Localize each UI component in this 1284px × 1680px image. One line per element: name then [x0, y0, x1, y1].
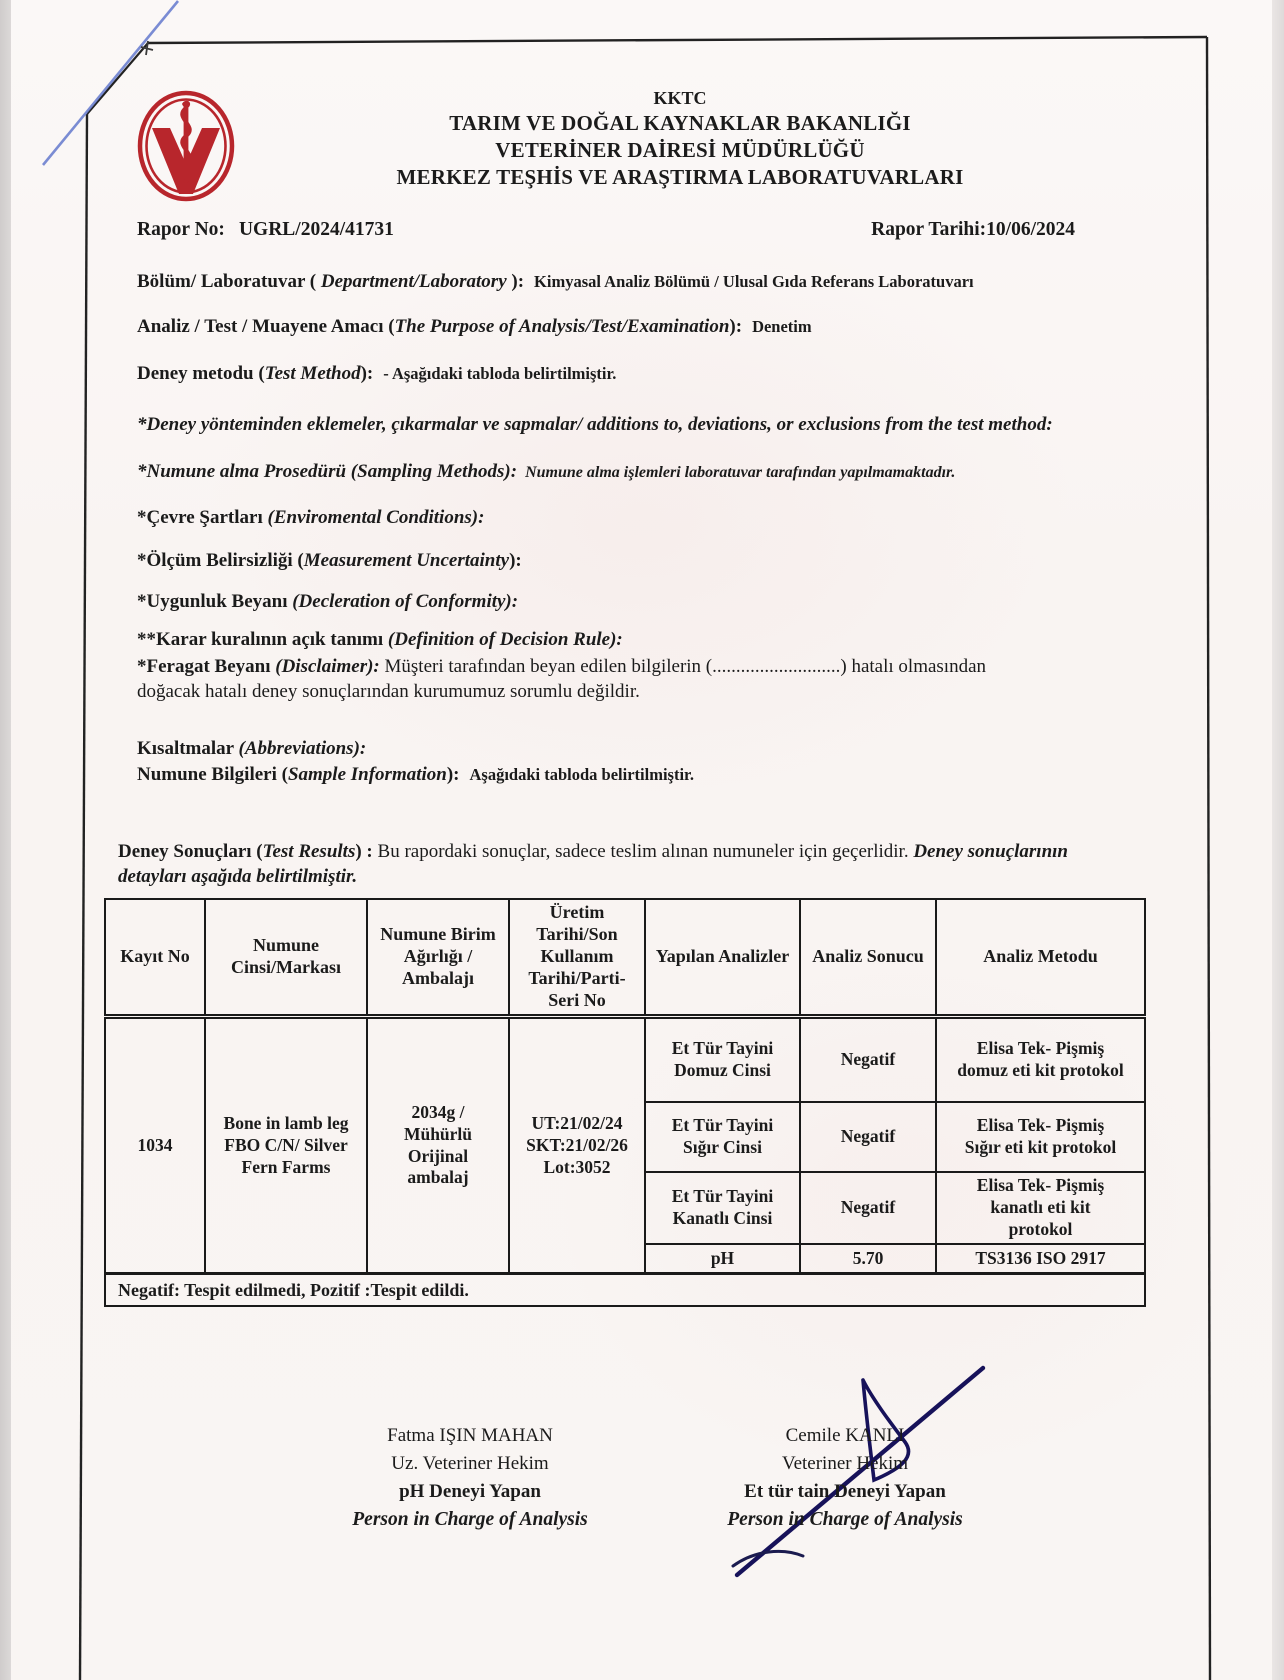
cell-metod: Elisa Tek- Pişmiş kanatlı eti kit protokol: [936, 1172, 1145, 1244]
field-label: *Çevre Şartları: [137, 507, 268, 528]
report-meta-row: [137, 219, 1075, 241]
field-purpose: [137, 315, 812, 340]
cell-kayit-no: 1034: [105, 1016, 205, 1274]
field-label-en: (Definition of Decision Rule):: [387, 629, 623, 650]
org-country: KKTC: [653, 88, 707, 108]
signature-block-right: [695, 1422, 995, 1534]
field-disclaimer: [137, 655, 1042, 704]
field-label: **Karar kuralının açık tanımı: [137, 629, 388, 650]
field-label: *Ölçüm Belirsizliği (: [137, 550, 304, 571]
field-label-close: ):: [360, 363, 374, 384]
field-sampling-methods: [137, 460, 955, 485]
org-ministry: TARIM VE DOĞAL KAYNAKLAR BAKANLIĞI: [449, 111, 911, 135]
table-footnote-row: [105, 1274, 1145, 1306]
report-no-label: Rapor No:: [137, 219, 225, 240]
scanner-edge-left: [0, 0, 11, 1680]
cell-sonuc: 5.70: [800, 1244, 936, 1274]
field-test-results: [118, 840, 1103, 889]
table-header-row: [105, 899, 1145, 1016]
signer-name: Cemile KANLI: [785, 1425, 905, 1446]
ministry-veterinary-logo: [136, 88, 236, 204]
cell-numune-cinsi: Bone in lamb leg FBO C/N/ Silver Fern Farms: [205, 1016, 367, 1274]
cell-sonuc: Negatif: [800, 1016, 936, 1102]
field-label-close: ):: [506, 271, 525, 292]
cell-analiz: pH: [645, 1244, 800, 1274]
org-department: VETERİNER DAİRESİ MÜDÜRLÜĞÜ: [495, 138, 865, 162]
field-conformity-declaration: [137, 590, 518, 615]
v-caduceus-icon: [136, 88, 236, 204]
table-row: [105, 1016, 1145, 1102]
field-label-en: (Disclaimer):: [275, 656, 380, 677]
col-yapilan-analizler: Yapılan Analizler: [645, 899, 800, 1016]
col-numune-birim: Numune Birim Ağırlığı / Ambalajı: [367, 899, 509, 1016]
field-value: - Aşağıdaki tabloda belirtilmiştir.: [383, 364, 617, 383]
field-label-close: ):: [509, 550, 522, 571]
cell-sonuc: Negatif: [800, 1172, 936, 1244]
scanner-edge-right: [1272, 0, 1284, 1680]
field-text-italic: Deney sonuçlarının detayları aşağıda belirtilmiştir.: [118, 841, 1068, 887]
field-text: Bu rapordaki sonuçlar, sadece teslim alınan numuneler için geçerlidir.: [377, 841, 914, 862]
field-label: *Numune alma Prosedürü (Sampling Methods):: [137, 461, 518, 482]
signer-title: Uz. Veteriner Hekim: [391, 1453, 549, 1474]
cell-numune-birim: 2034g / Mühürlü Orijinal ambalaj: [367, 1016, 509, 1274]
field-abbreviations: [137, 737, 366, 762]
field-label: *Feragat Beyanı: [137, 656, 276, 677]
field-value: Kimyasal Analiz Bölümü / Ulusal Gıda Referans Laboratuvarı: [534, 272, 974, 291]
report-no: [137, 219, 394, 241]
field-label-en: (Decleration of Conformity):: [292, 591, 519, 612]
field-label-en: Department/Laboratory: [320, 271, 507, 292]
field-label-en: Test Method: [264, 363, 361, 384]
col-uretim-tarihi: Üretim Tarihi/Son Kullanım Tarihi/Parti-Seri No: [509, 899, 645, 1016]
signer-role: Et tür tain Deneyi Yapan: [744, 1481, 946, 1502]
field-label-en: Sample Information: [287, 764, 447, 785]
signer-role: pH Deneyi Yapan: [399, 1481, 541, 1502]
col-analiz-sonucu: Analiz Sonucu: [800, 899, 936, 1016]
field-label-en: (Abbreviations):: [238, 738, 367, 759]
field-label-close: ):: [729, 316, 743, 337]
col-kayit-no: Kayıt No: [105, 899, 205, 1016]
cell-sonuc: Negatif: [800, 1102, 936, 1172]
field-label: Bölüm/ Laboratuvar (: [137, 271, 321, 292]
org-laboratory: MERKEZ TEŞHİS VE ARAŞTIRMA LABORATUVARLARI: [396, 165, 964, 189]
signer-title: Veteriner Hekim: [781, 1453, 909, 1474]
signer-role-en: Person in Charge of Analysis: [352, 1509, 588, 1530]
field-label-en: Test Results: [262, 841, 356, 862]
signer-name: Fatma IŞIN MAHAN: [387, 1425, 553, 1446]
report-date: Rapor Tarihi:10/06/2024: [871, 219, 1075, 240]
field-label: Kısaltmalar: [137, 738, 239, 759]
report-no-value: UGRL/2024/41731: [238, 219, 394, 240]
col-analiz-metodu: Analiz Metodu: [936, 899, 1145, 1016]
cell-metod: Elisa Tek- Pişmiş Sığır eti kit protokol: [936, 1102, 1145, 1172]
org-header: [250, 86, 1110, 191]
cell-analiz: Et Tür Tayini Domuz Cinsi: [645, 1016, 800, 1102]
field-label: Analiz / Test / Muayene Amacı (: [137, 316, 395, 337]
field-label-en: (Enviromental Conditions):: [267, 507, 485, 528]
field-decision-rule: [137, 628, 623, 653]
field-value: Aşağıdaki tabloda belirtilmiştir.: [469, 765, 694, 784]
field-measurement-uncertainty: [137, 549, 522, 574]
table-footnote: Negatif: Tespit edilmedi, Pozitif :Tespit edildi.: [105, 1274, 1145, 1306]
plus-pen-mark: [141, 41, 153, 55]
cell-metod: TS3136 ISO 2917: [936, 1244, 1145, 1274]
field-label: *Deney yönteminden eklemeler, çıkarmalar ve sapmalar/ additions to, deviations, or exclusions from the test method:: [137, 414, 1053, 435]
cell-metod: Elisa Tek- Pişmiş domuz eti kit protokol: [936, 1016, 1145, 1102]
signer-role-en: Person in Charge of Analysis: [727, 1509, 963, 1530]
field-value: Denetim: [752, 317, 812, 336]
col-numune-cinsi: Numune Cinsi/Markası: [205, 899, 367, 1016]
field-label: Deney metodu (: [137, 363, 265, 384]
field-value: Numune alma işlemleri laboratuvar tarafından yapılmamaktadır.: [525, 464, 956, 481]
field-sample-information: [137, 763, 694, 788]
field-label-close: ) :: [355, 841, 378, 862]
field-environmental-conditions: [137, 506, 484, 531]
cell-uretim-tarihi: UT:21/02/24 SKT:21/02/26 Lot:3052: [509, 1016, 645, 1274]
cell-analiz: Et Tür Tayini Sığır Cinsi: [645, 1102, 800, 1172]
field-label: Numune Bilgileri (: [137, 764, 288, 785]
cell-analiz: Et Tür Tayini Kanatlı Cinsi: [645, 1172, 800, 1244]
field-deviations: [137, 413, 1053, 438]
field-label-close: ):: [446, 764, 460, 785]
field-text: Müşteri tarafından beyan edilen bilgilerin (...........................) hatalı olmasından doğacak hatalı deney sonuçlarından kurumumuz sorumlu değildir.: [137, 656, 987, 702]
results-table: [104, 898, 1146, 1307]
field-label-en: Measurement Uncertainty: [303, 550, 510, 571]
signature-block-left: [330, 1422, 610, 1534]
field-department: [137, 270, 974, 295]
field-label-en: The Purpose of Analysis/Test/Examination: [394, 316, 730, 337]
field-label: *Uygunluk Beyanı: [137, 591, 293, 612]
field-test-method: [137, 362, 616, 387]
field-label: Deney Sonuçları (: [118, 841, 263, 862]
